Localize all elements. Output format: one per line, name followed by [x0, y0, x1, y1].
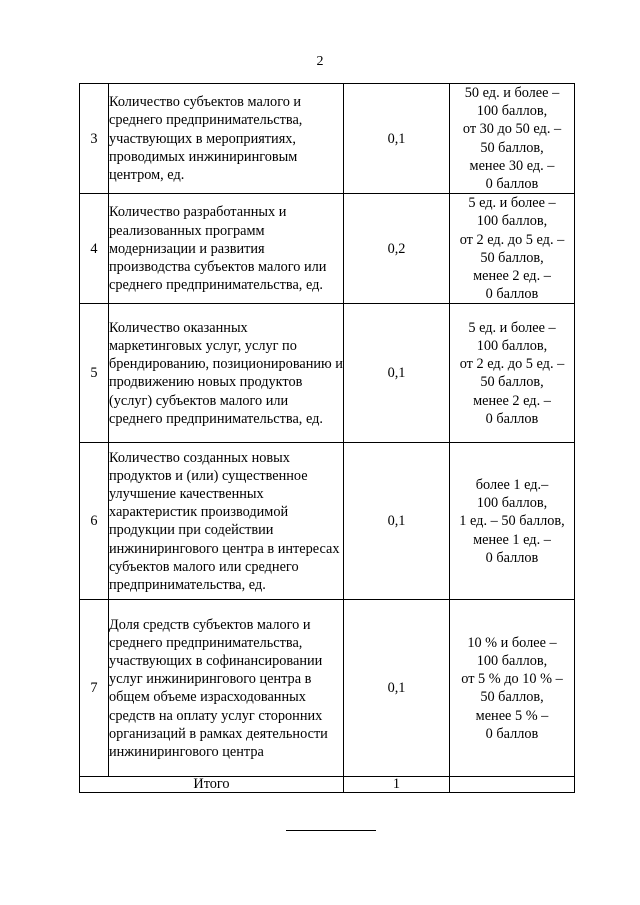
footer-rule [286, 830, 376, 831]
table-row [80, 600, 575, 777]
score-line: 0 баллов [485, 725, 539, 742]
row-number: 6 [80, 443, 109, 600]
table-row [80, 194, 575, 304]
page-number: 2 [316, 54, 324, 69]
row-number: 5 [80, 304, 109, 443]
score-line: 1 ед. – 50 баллов, [459, 513, 565, 530]
table-row [80, 84, 575, 194]
score-scale [450, 600, 575, 777]
table-row [80, 304, 575, 443]
criterion-name: Количество оказанных маркетинговых услуг, услуг по брендированию, позиционированию и продвижению новых продуктов (услуг) субъектов малого или среднего предпринимательства, ед. [109, 304, 344, 443]
criterion-name: Количество субъектов малого и среднего предпринимательства, участвующих в мероприятиях, проводимых инжиниринговым центром, ед. [109, 84, 344, 194]
weight-value: 0,1 [344, 443, 450, 600]
score-line: 50 баллов, [480, 374, 544, 391]
score-line: менее 30 ед. – [469, 157, 555, 174]
score-line: 100 баллов, [476, 653, 548, 670]
weight-value: 0,1 [344, 304, 450, 443]
score-line: 5 ед. и более – [468, 319, 556, 336]
score-scale [450, 194, 575, 304]
criteria-table [79, 83, 575, 793]
total-empty-cell [450, 777, 575, 793]
score-scale [450, 304, 575, 443]
total-value: 1 [344, 777, 450, 793]
weight-value: 0,1 [344, 600, 450, 777]
score-line: более 1 ед.– [475, 476, 549, 493]
total-row [80, 777, 575, 793]
criterion-name: Количество разработанных и реализованных программ модернизации и развития производства субъектов малого или среднего предпринимательства, ед. [109, 194, 344, 304]
total-label: Итого [80, 777, 344, 793]
score-line: менее 2 ед. – [473, 392, 551, 409]
score-scale [450, 443, 575, 600]
score-line: 50 баллов, [480, 249, 544, 266]
table-row [80, 443, 575, 600]
score-line: 0 баллов [485, 286, 539, 303]
score-line: 0 баллов [485, 176, 539, 193]
score-line: 50 ед. и более – [464, 85, 560, 101]
score-line: 100 баллов, [476, 338, 548, 355]
weight-value: 0,1 [344, 84, 450, 194]
score-scale [450, 84, 575, 194]
score-line: менее 2 ед. – [473, 268, 551, 285]
row-number: 3 [80, 84, 109, 194]
score-line: от 5 % до 10 % – [461, 671, 563, 688]
score-line: 100 баллов, [476, 103, 548, 120]
criterion-name: Доля средств субъектов малого и среднего предпринимательства, участвующих в софинансировании услуг инжинирингового центра в общем объеме израсходованных средств на оплату услуг сторонних организаций в рамках деятельности инжинирингового центра [109, 600, 344, 777]
score-line: от 2 ед. до 5 ед. – [459, 231, 565, 248]
row-number: 4 [80, 194, 109, 304]
score-line: 5 ед. и более – [468, 195, 556, 212]
score-line: от 30 до 50 ед. – [462, 121, 562, 138]
score-line: 50 баллов, [480, 139, 544, 156]
score-line: 50 баллов, [480, 689, 544, 706]
score-line: менее 5 % – [475, 707, 549, 724]
score-line: 10 % и более – [467, 634, 557, 651]
score-line: 0 баллов [485, 549, 539, 566]
score-line: 100 баллов, [476, 213, 548, 230]
score-line: 0 баллов [485, 410, 539, 427]
score-line: от 2 ед. до 5 ед. – [459, 356, 565, 373]
weight-value: 0,2 [344, 194, 450, 304]
row-number: 7 [80, 600, 109, 777]
score-line: 100 баллов, [476, 495, 548, 512]
score-line: менее 1 ед. – [473, 531, 551, 548]
criterion-name: Количество созданных новых продуктов и (или) существенное улучшение качественных характеристик производимой продукции при содействии инжинирингового центра в интересах субъектов малого или среднего предпринимательства, ед. [109, 443, 344, 600]
